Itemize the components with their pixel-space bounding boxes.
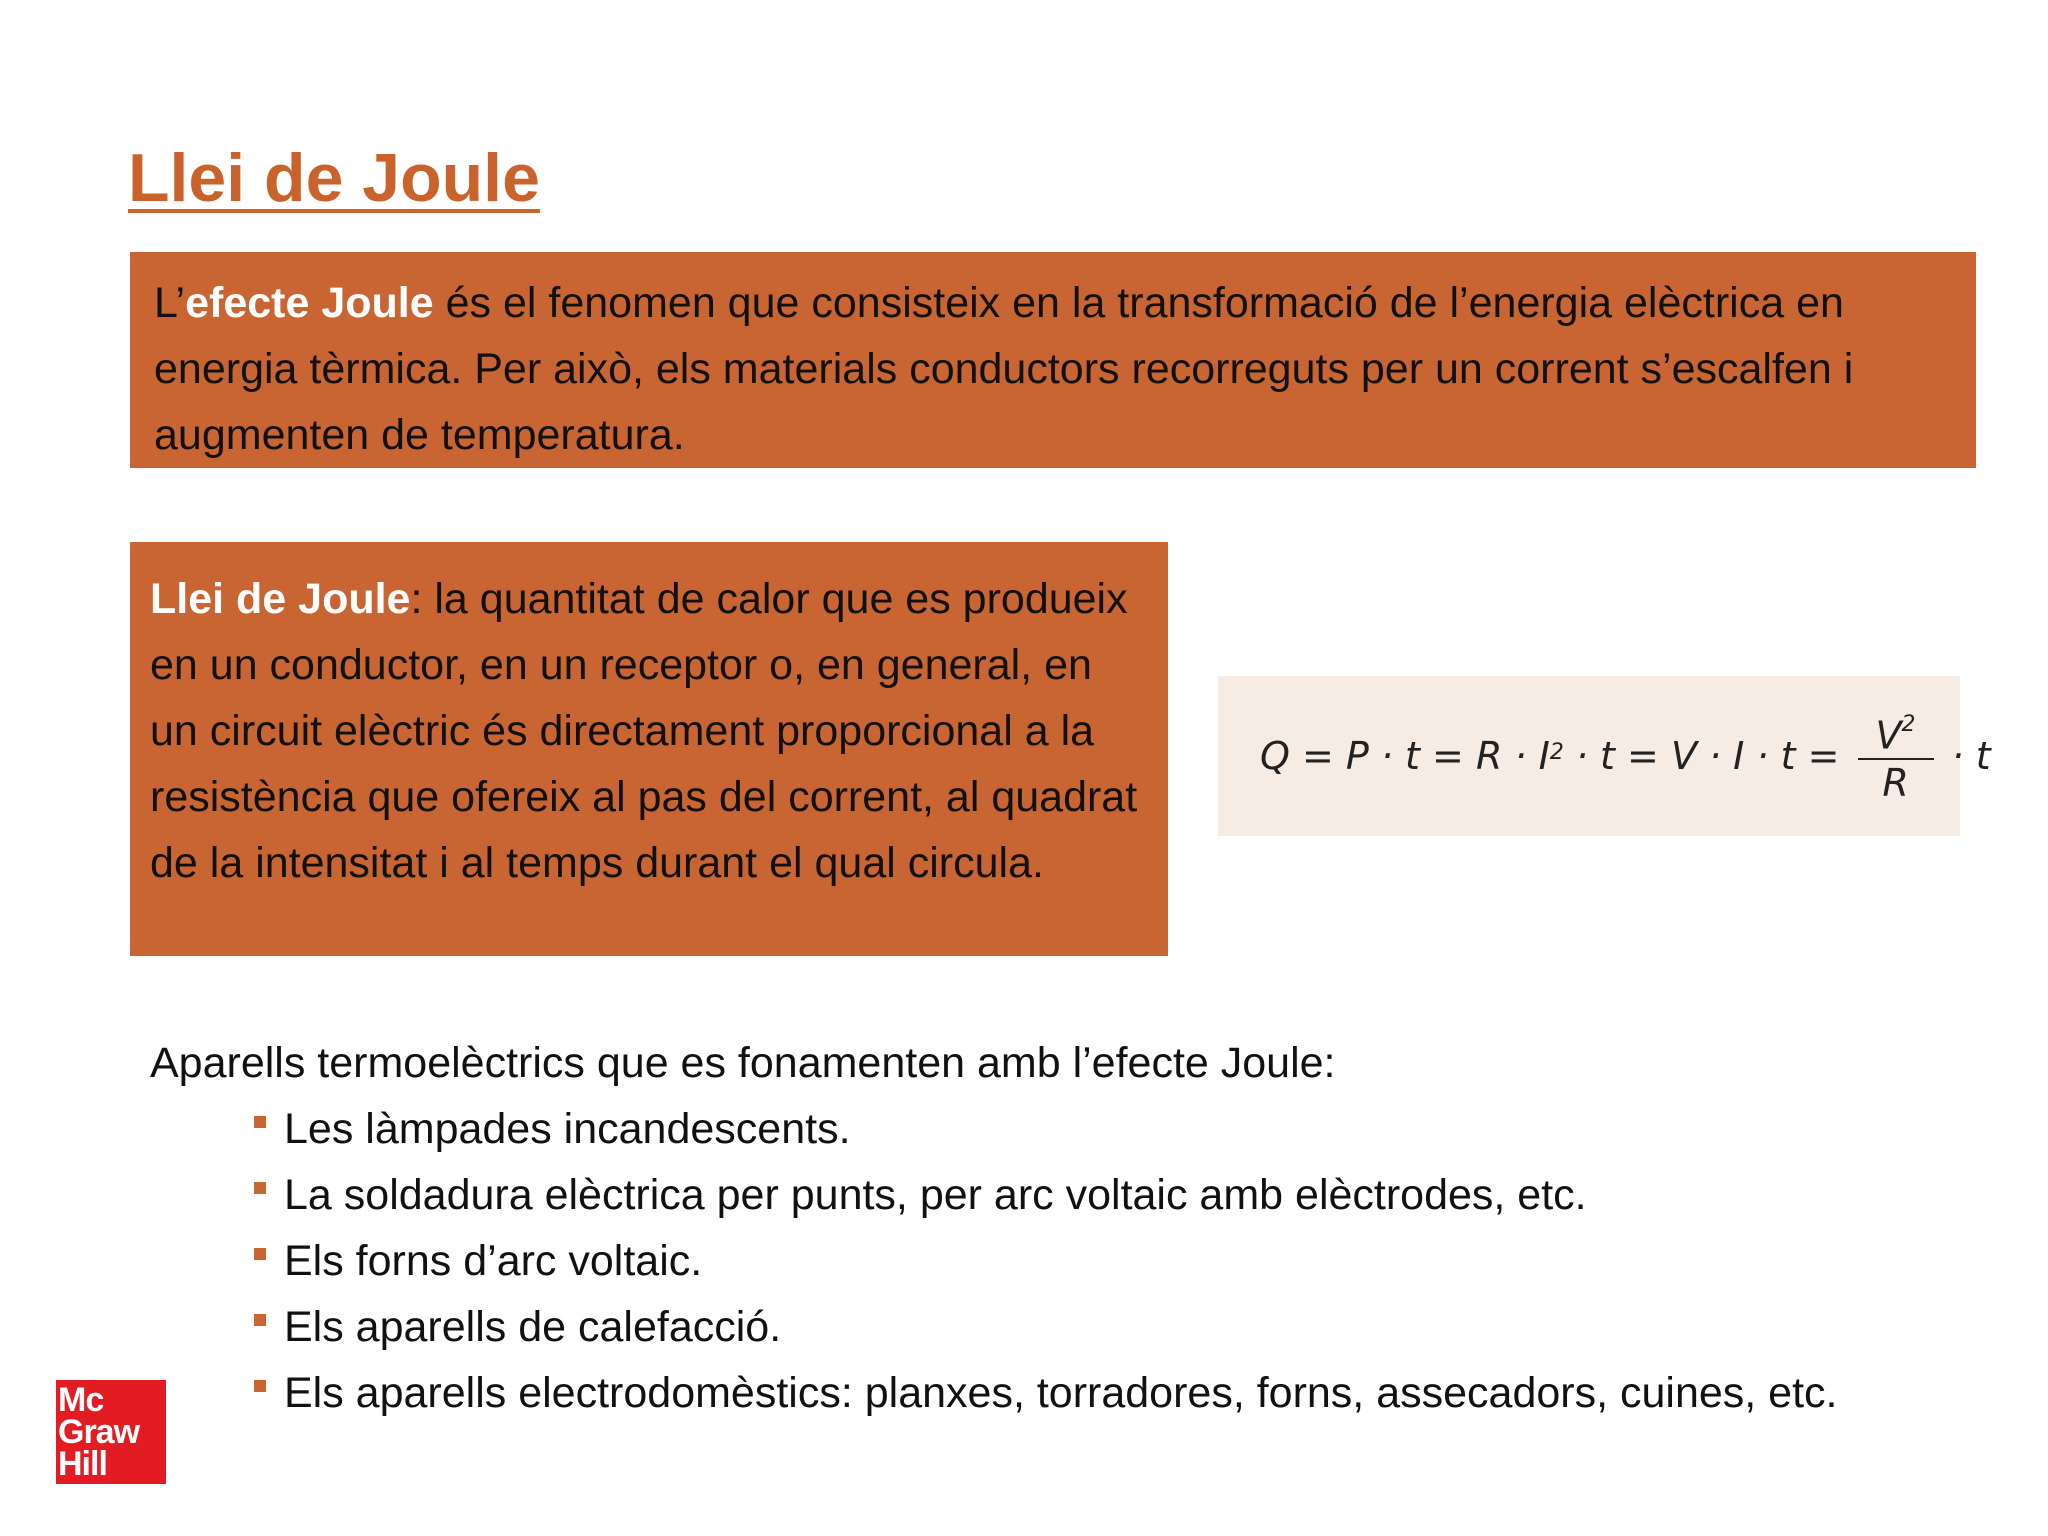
- bullet-icon: [254, 1380, 266, 1392]
- applications-section: [150, 1030, 2010, 1426]
- law-box: [130, 542, 1168, 956]
- formula-numerator: $V^2$: [1875, 711, 1916, 758]
- formula-box: [1218, 676, 1991, 836]
- formula-exponent-i: 2: [1549, 739, 1564, 765]
- formula-denominator: R: [1882, 761, 1909, 806]
- law-text: : la quantitat de calor que es produeix en un conductor, en un receptor o, en general, en un circuit elèctric és directament proporcional a la resistència que ofereix al pas del corrent, al quadrat de la intensitat i al temps durant el qual circula.: [150, 575, 1138, 887]
- applications-intro: Aparells termoelèctrics que es fonamenten amb l’efecte Joule:: [150, 1039, 1336, 1087]
- list-item: Els forns d’arc voltaic.: [254, 1228, 2010, 1294]
- formula-mid: · t = V · I · t =: [1563, 734, 1852, 778]
- bullet-icon: [254, 1314, 266, 1326]
- definition-term: efecte Joule: [185, 279, 434, 327]
- formula-lhs: Q = P · t = R · I: [1260, 734, 1550, 778]
- definition-text: és el fenomen que consisteix en la transformació de l’energia elèctrica en energia tèrmica. Per això, els materials conductors recorreguts per un corrent s’escalfen i augmenten de temperatura.: [154, 279, 1854, 459]
- mcgraw-hill-logo: Mc Graw Hill: [56, 1380, 166, 1484]
- list-item: La soldadura elèctrica per punts, per arc voltaic amb elèctrodes, etc.: [254, 1162, 2010, 1228]
- law-term: Llei de Joule: [150, 575, 411, 623]
- formula-tail: · t: [1939, 734, 1991, 778]
- bullet-icon: [254, 1248, 266, 1260]
- joule-formula: [1260, 676, 1991, 836]
- applications-list: [150, 1096, 2010, 1426]
- bullet-icon: [254, 1182, 266, 1194]
- formula-fraction: [1858, 706, 1934, 807]
- list-item: Els aparells electrodomèstics: planxes, torradores, forns, assecadors, cuines, etc.: [254, 1360, 2010, 1426]
- bullet-icon: [254, 1116, 266, 1128]
- definition-box: [130, 252, 1976, 468]
- slide-title: Llei de Joule: [128, 140, 540, 216]
- definition-prefix: L’: [154, 279, 186, 327]
- list-item: Els aparells de calefacció.: [254, 1294, 2010, 1360]
- list-item: Les làmpades incandescents.: [254, 1096, 2010, 1162]
